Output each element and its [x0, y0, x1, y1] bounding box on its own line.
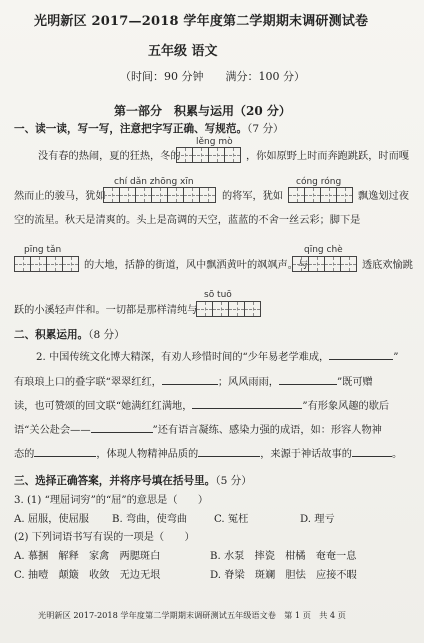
answer-box-qingche[interactable] — [292, 256, 356, 272]
blank-fengfeng[interactable] — [279, 375, 337, 385]
q1-line1b: ，你如原野上时而奔跑跳跃，时而嘎 — [246, 151, 409, 162]
blank-xiehouyu[interactable] — [91, 423, 153, 433]
blank-huiwen[interactable] — [192, 399, 302, 409]
pinyin-chidanzhongxin: chí dǎn zhōng xīn — [114, 177, 194, 187]
answer-box-lengmo[interactable] — [176, 147, 240, 163]
q3-item1: 3. (1) “理屈词穷”的“屈”的意思是（ ） — [14, 495, 209, 506]
pinyin-lengmo: lěng mò — [196, 137, 233, 147]
blank-shenhua[interactable] — [352, 447, 392, 457]
q3-item1-option-d[interactable]: D. 理亏 — [300, 514, 335, 525]
pinyin-congrong: cóng róng — [296, 177, 342, 187]
q1-line3: 空的流星。秋天是清爽的。头上是高调的天空，蓝蓝的不舍一丝云彩；脚下是 — [14, 215, 361, 226]
answer-box-congrong[interactable] — [288, 187, 352, 203]
blank-jingshen[interactable] — [198, 447, 260, 457]
q1-line2b: 的将军，犹如 — [222, 191, 284, 202]
q3-item2-option-a[interactable]: A. 慕捆 解释 家禽 两腮斑白 — [14, 551, 161, 562]
page-footer: 光明新区 2017-2018 学年度第二学期期末调研测试五年级语文卷 第 1 页 共 4 页 — [38, 610, 346, 620]
part1-title: 第一部分 积累与运用（20 分） — [114, 104, 291, 118]
blank-shentai[interactable] — [34, 447, 96, 457]
q1-line2c: 飘逸划过夜 — [358, 191, 409, 202]
q2-line5: 态的 ，体现人物精神品质的 ，来源于神话故事的 。 — [14, 449, 403, 460]
q2-line4: 语“关公赴会—— ”还有语言凝练、感染力强的成语，如：形容人物神 — [14, 425, 382, 436]
grade-subject: 五年级 语文 — [148, 44, 218, 59]
q3-item1-option-b[interactable]: B. 弯曲，使弯曲 — [112, 514, 188, 525]
blank-shaonian[interactable] — [329, 350, 393, 360]
answer-box-pingtan[interactable] — [14, 256, 78, 272]
q3-item1-option-c[interactable]: C. 冤枉 — [214, 514, 249, 525]
q1-heading: 一、读一读，写一写，注意把字写正确、写规范。（7 分） — [14, 123, 284, 135]
answer-box-suotuo[interactable] — [196, 301, 260, 317]
q1-line4b: 透底欢愉跳 — [362, 260, 413, 271]
q3-heading: 三、选择正确答案，并将序号填在括号里。（5 分） — [14, 475, 252, 487]
q3-item2: (2) 下列词语书写有误的一项是（ ） — [14, 532, 195, 543]
q1-line1a: 没有春的热闹，夏的狂热，冬的 — [38, 151, 181, 162]
q3-item2-option-b[interactable]: B. 水泵 摔瓷 柑橘 奄奄一息 — [210, 551, 357, 562]
time-score: （时间：90 分钟 满分：100 分） — [120, 70, 305, 83]
q2-heading: 二、积累运用。（8 分） — [14, 329, 125, 341]
q3-item2-option-c[interactable]: C. 抽噎 颠簸 收敛 无边无垠 — [14, 570, 161, 581]
answer-box-chidanzhongxin[interactable] — [103, 187, 215, 203]
q2-line1: 2. 中国传统文化博大精深，有劝人珍惜时间的“少年易老学难成， ” — [36, 352, 399, 363]
q1-line5: 跃的小溪轻声伴和。一切都是那样清纯与 — [14, 305, 198, 316]
q1-line4a: 的大地，括静的街道，风中飘洒黄叶的飒飒声。与 — [84, 260, 309, 271]
q1-line2a: 然而止的骏马，犹如 — [14, 191, 106, 202]
pinyin-qingche: qīng chè — [304, 245, 343, 255]
pinyin-suotuo: sõ tuō — [204, 290, 232, 300]
blank-cuicui[interactable] — [162, 375, 218, 385]
q3-item2-option-d[interactable]: D. 脊梁 斑斓 胆怯 应接不暇 — [210, 570, 357, 581]
q2-line2: 有琅琅上口的叠字联“翠翠红红， ；风风雨雨， ”既可赠 — [14, 377, 373, 388]
exam-title: 光明新区 2017—2018 学年度第二学期期末调研测试卷 — [34, 14, 369, 29]
q2-line3: 读，也可赞颂的回文联“她满红红满地， ”有形象风趣的歇后 — [14, 401, 390, 412]
q3-item1-option-a[interactable]: A. 屈服，使屈服 — [14, 514, 89, 525]
pinyin-pingtan: pīng tǎn — [24, 245, 62, 255]
